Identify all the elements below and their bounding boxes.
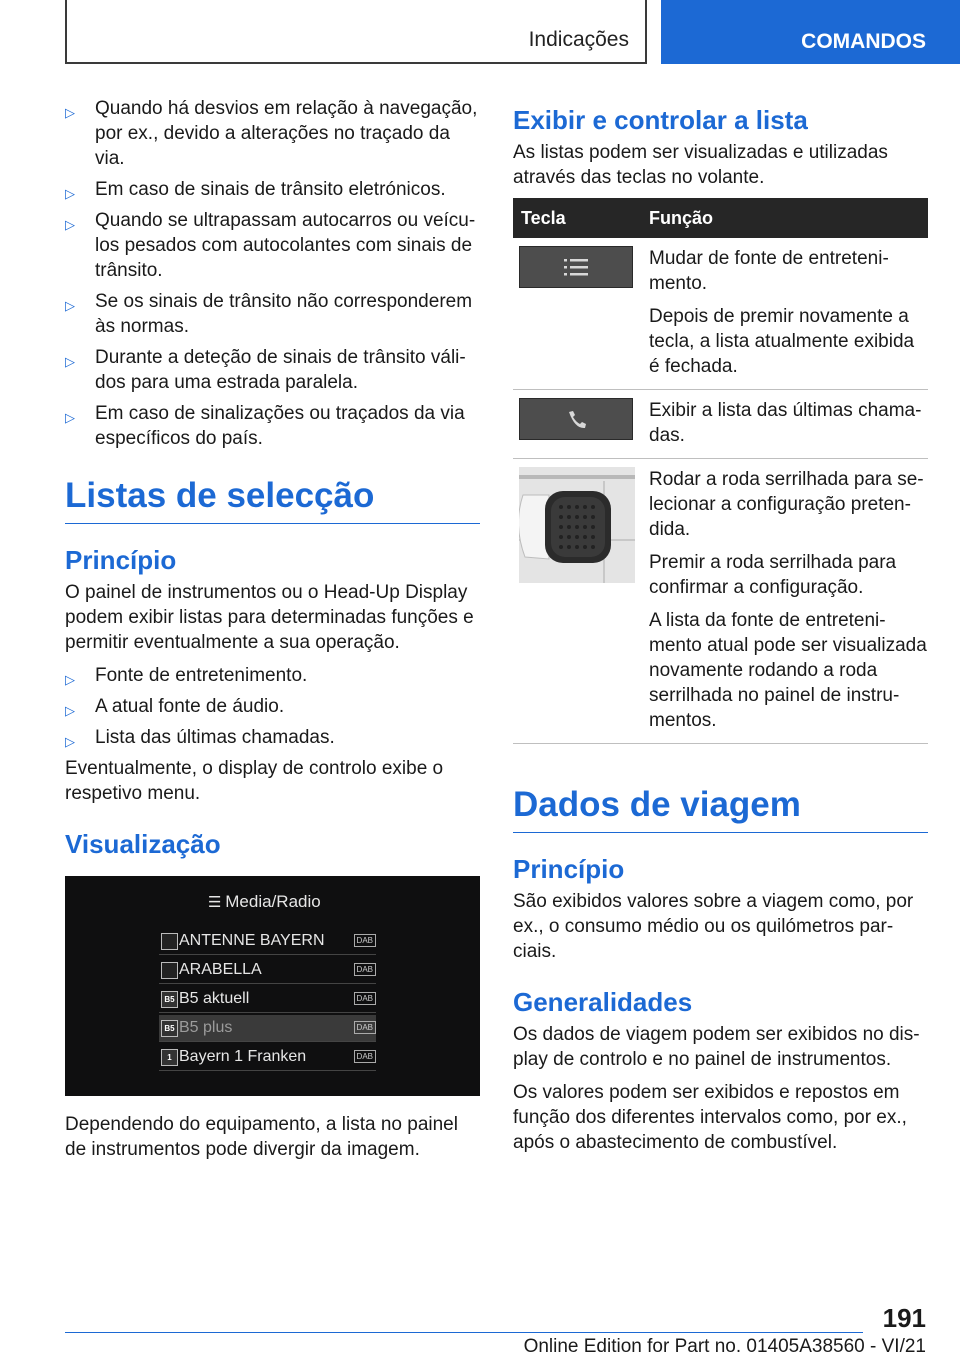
table-row: Exibir a lista das últimas chamadas. <box>513 390 928 459</box>
bullet-list-deviations <box>65 96 480 451</box>
right-column <box>513 104 928 1155</box>
header-chapter-tab[interactable] <box>661 0 960 64</box>
list-item: ▷ Durante a deteção de sinais de trânsito válidos para uma estrada paralela. <box>65 347 466 393</box>
heading-trip-data: Dados de viagem <box>513 784 928 833</box>
bullet-triangle-icon: ▷ <box>65 410 75 425</box>
heading-show-control-list: Exibir e controlar a lista <box>513 105 808 135</box>
bullet-triangle-icon: ▷ <box>65 672 75 687</box>
page-number: 191 <box>882 1303 926 1333</box>
trip-principle-text: São exibidos valores sobre a viagem como, por ex., o consumo médio ou os quilómetros parciais. <box>513 891 914 962</box>
list-item: ▷ Se os sinais de trânsito não corresponderem às normas. <box>65 291 473 337</box>
bullet-triangle-icon: ▷ <box>65 186 75 201</box>
table-row: Mudar de fonte de entretenimento. Depois de premir novamente a tecla, a lista atualmente exibida é fechada. <box>513 238 928 390</box>
list-item: ▷ Em caso de sinais de trânsito eletrónicos. <box>65 177 480 202</box>
list-intro-text: As listas podem ser visualizadas e utilizadas através das teclas no volante. <box>513 142 888 188</box>
heading-general: Generalidades <box>513 987 693 1017</box>
list-item: ▷ Lista das últimas chamadas. <box>65 725 480 750</box>
screen-list-item: 1 Bayern 1 Franken DAB <box>159 1044 376 1071</box>
station-logo-icon: B5 <box>161 1020 178 1037</box>
principle-text: O painel de instrumentos ou o Head-Up Display podem exibir listas para determinadas funções e permitir eventualmente a sua operação. <box>65 582 474 653</box>
thumbwheel-icon <box>519 467 635 583</box>
media-radio-icon: ☰ <box>208 894 222 911</box>
screen-title: Media/Radio <box>225 892 321 911</box>
general-text-2: Os valores podem ser exibidos e repostos em função dos diferentes intervalos como, por ex., após o abastecimento de combustível. <box>513 1082 907 1153</box>
screen-list-item: B5 B5 aktuell DAB <box>159 986 376 1013</box>
footer-edition: Online Edition for Part no. 01405A38560 - VI/21 <box>523 1336 926 1357</box>
general-text-1: Os dados de viagem podem ser exibidos no display de controlo e no painel de instrumentos. <box>513 1024 920 1070</box>
bullet-triangle-icon: ▷ <box>65 703 75 718</box>
media-radio-screen-image <box>65 876 480 1096</box>
table-row: Rodar a roda serrilhada para selecionar a configuração pretendida. Premir a roda serrilhada para confirmar a configuração. A lista da fonte de entretenimento atual pode ser visualizada novamente rodando a roda serrilhada no painel de instrumentos. <box>513 459 928 744</box>
heading-principle: Princípio <box>65 545 177 575</box>
heading-trip-principle: Princípio <box>513 854 625 884</box>
header-section-box <box>65 0 647 64</box>
screen-list-item: ARABELLA DAB <box>159 957 376 984</box>
list-item: ▷ Em caso de sinalizações ou traçados da via específicos do país. <box>65 403 465 449</box>
left-column <box>65 96 480 1162</box>
list-item: ▷ Quando se ultrapassam autocarros ou veículos pesados com autocolantes com sinais de trânsito. <box>65 210 476 281</box>
station-logo-icon <box>161 933 178 950</box>
control-display-text: Eventualmente, o display de controlo exibe o respetivo menu. <box>65 758 444 804</box>
bullet-triangle-icon: ▷ <box>65 298 75 313</box>
bullet-list-lists <box>65 663 480 750</box>
bullet-triangle-icon: ▷ <box>65 105 75 120</box>
bullet-triangle-icon: ▷ <box>65 354 75 369</box>
station-logo-icon <box>161 962 178 979</box>
list-item: ▷ Fonte de entretenimento. <box>65 663 480 688</box>
column-header-function: Função <box>649 198 928 238</box>
list-icon <box>519 246 633 288</box>
screen-list-item-selected: B5 B5 plus DAB <box>159 1015 376 1042</box>
heading-selection-lists: Listas de selecção <box>65 475 480 524</box>
header-chapter-label: COMANDOS <box>801 30 926 53</box>
header-section-title: Indicações <box>528 28 629 51</box>
list-item: ▷ A atual fonte de áudio. <box>65 694 480 719</box>
station-logo-icon: 1 <box>161 1049 178 1066</box>
list-item: ▷ Quando há desvios em relação à navegação, por ex., devido a alterações no traçado da via. <box>65 98 478 169</box>
key-function-table <box>513 198 928 744</box>
column-header-key: Tecla <box>513 198 649 238</box>
bullet-triangle-icon: ▷ <box>65 217 75 232</box>
screen-list-item: ANTENNE BAYERN DAB <box>159 928 376 955</box>
phone-icon <box>519 398 633 440</box>
footer-divider <box>65 1332 863 1333</box>
station-logo-icon: B5 <box>161 991 178 1008</box>
table-header-row <box>513 198 928 238</box>
image-caption: Dependendo do equipamento, a lista no painel de instrumentos pode divergir da imagem. <box>65 1114 458 1160</box>
heading-visualization: Visualização <box>65 829 221 859</box>
bullet-triangle-icon: ▷ <box>65 734 75 749</box>
